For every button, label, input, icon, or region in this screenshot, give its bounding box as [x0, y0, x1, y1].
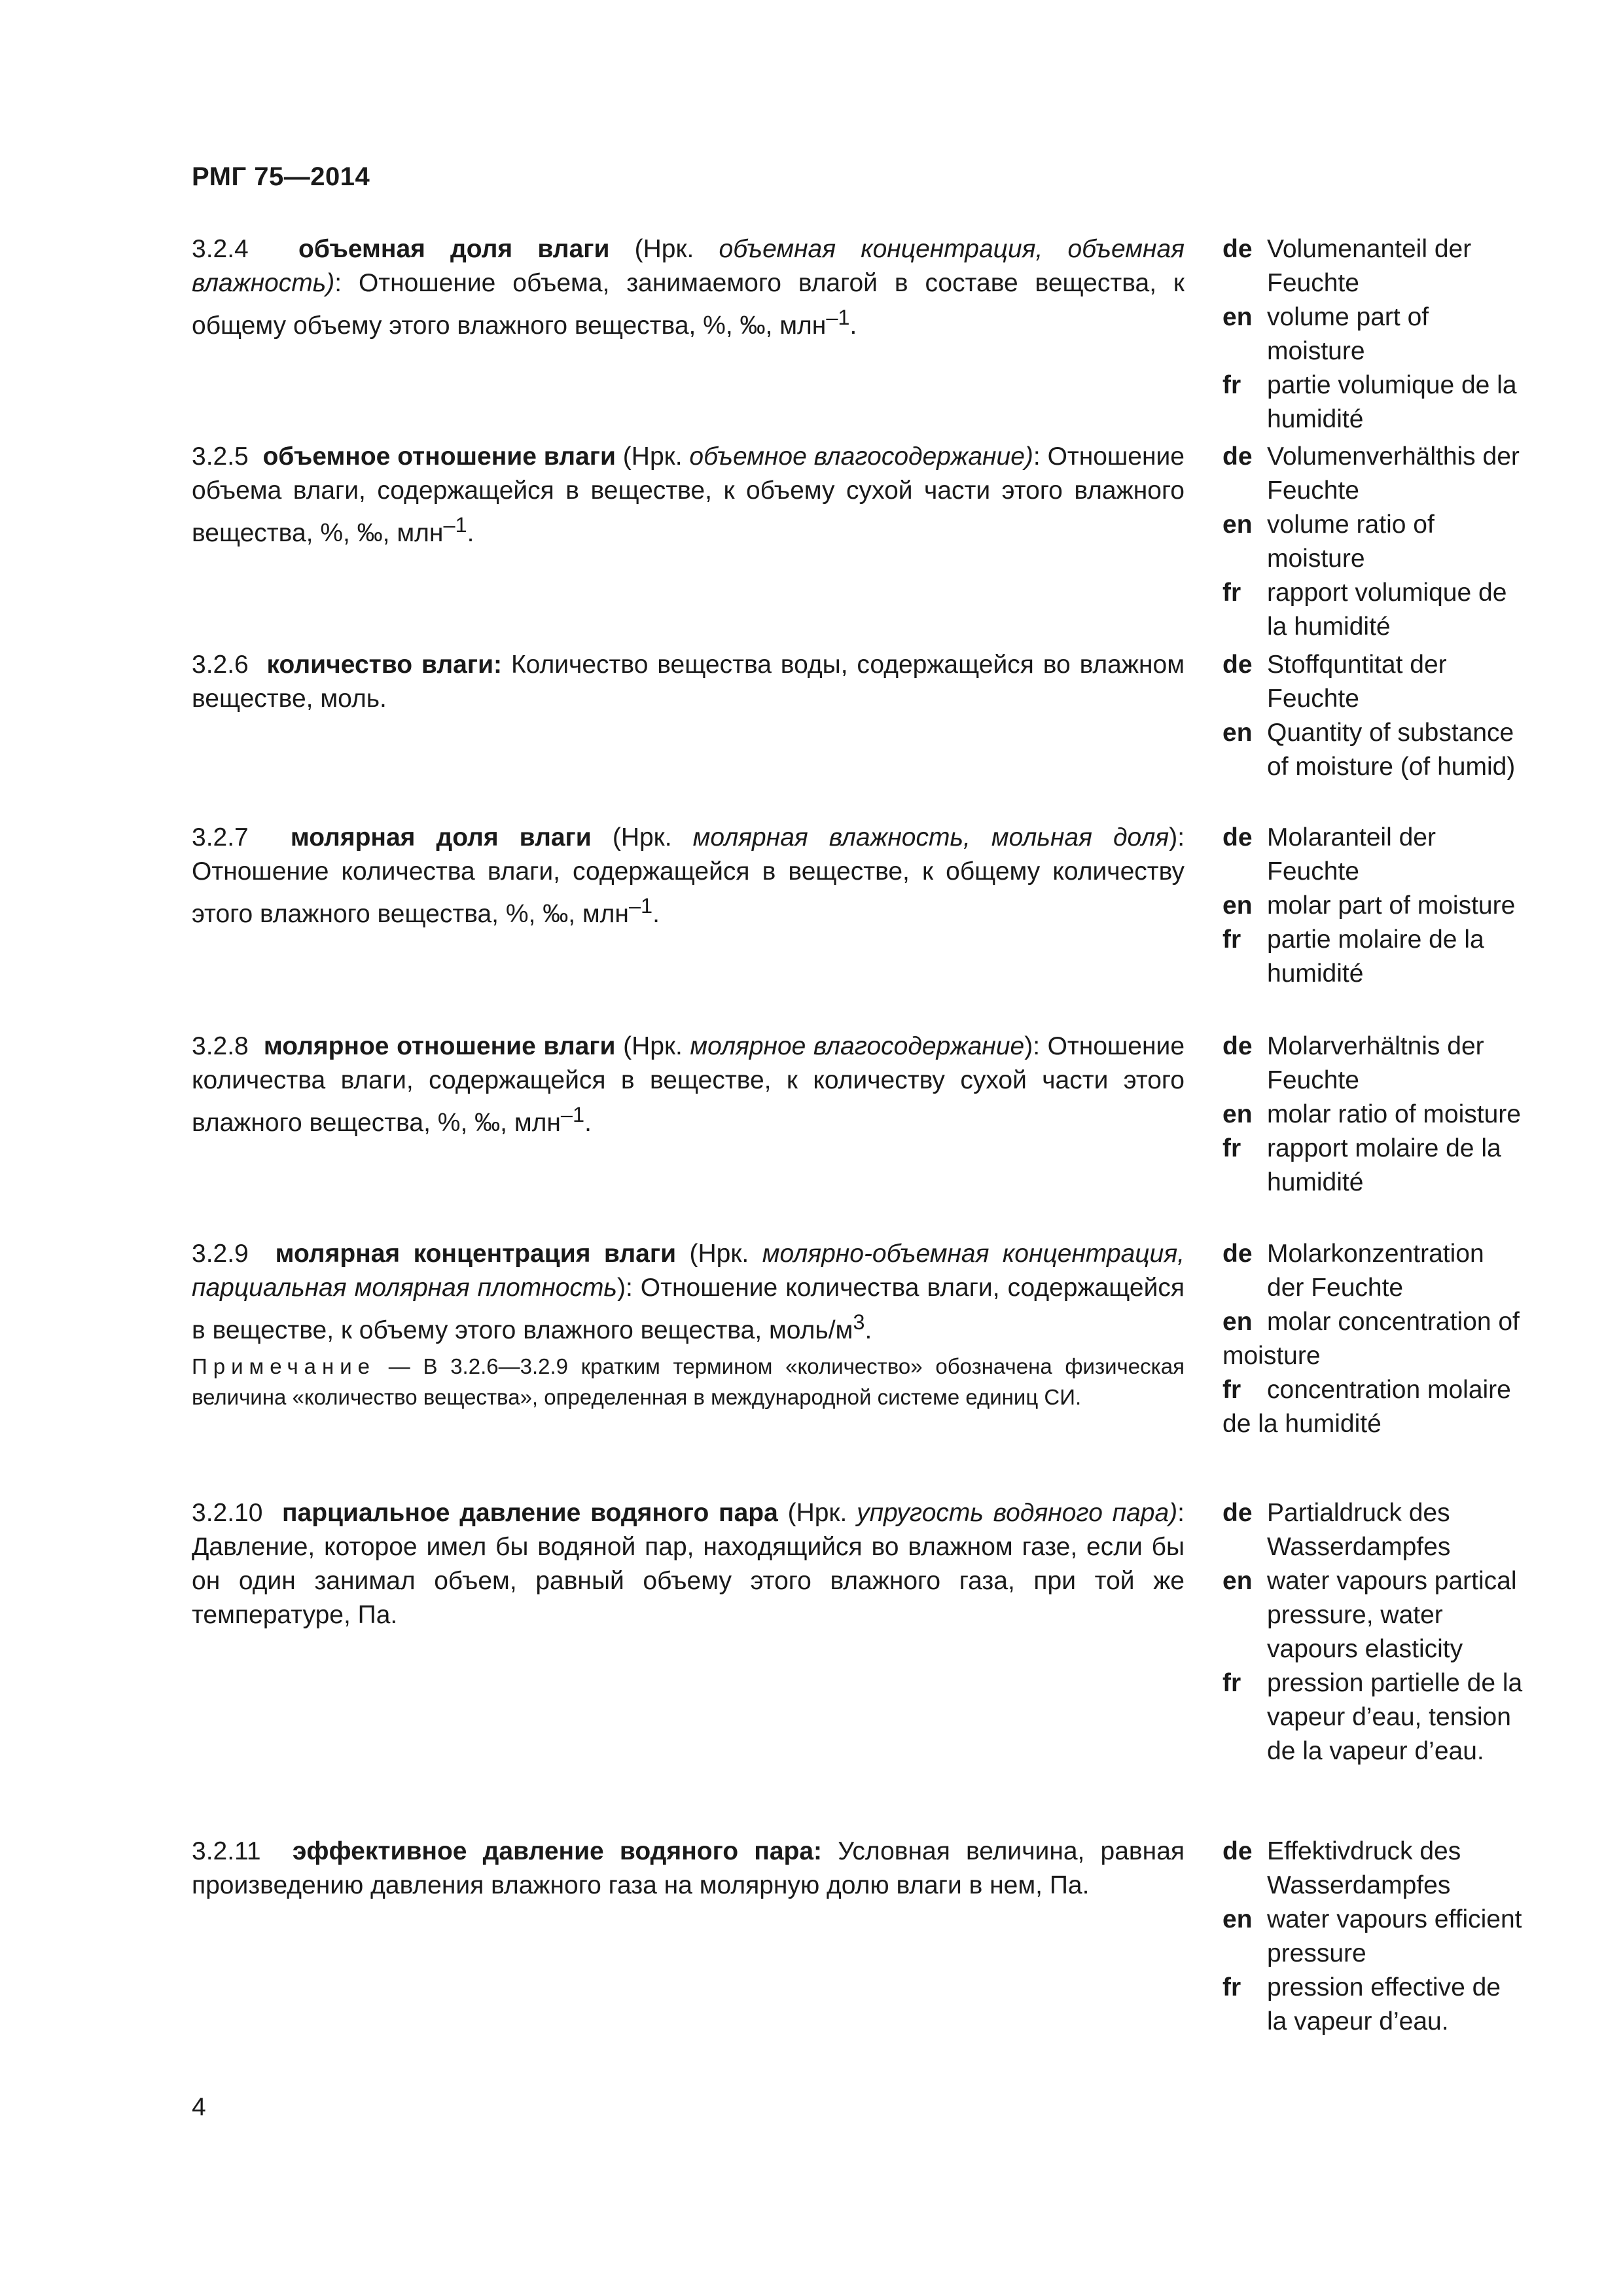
term-synonyms: объемное влагосодержание) — [689, 442, 1033, 471]
translation-fr: fr partie volumique de la humidité — [1222, 371, 1517, 433]
term-prefix: (Нрк. — [623, 1032, 690, 1060]
term-name: объемная доля влаги — [298, 235, 610, 263]
term-number: 3.2.10 — [192, 1499, 263, 1527]
translation-fr: fr concentration molaire de la humidité — [1222, 1376, 1511, 1438]
translations-3-2-10 — [1222, 1496, 1524, 1768]
term-entry-3-2-7: 3.2.7 молярная доля влаги (Нрк. молярная влажность, мольная доля): Отношение количества влаги, содержащейся в веществе, к общему количеству этого влажного вещества, %, ‰, млн$^{-1}$. — [192, 823, 1185, 928]
term-synonyms: объемная концентрация, объемная влажность) — [192, 235, 1185, 297]
translation-en: en molar concentration of moisture — [1222, 1308, 1520, 1370]
translations-3-2-9 — [1222, 1237, 1524, 1441]
term-entry-3-2-6 — [192, 648, 1185, 716]
translation-en: en volume ratio of moisture — [1222, 511, 1435, 573]
term-entry-3-2-9: 3.2.9 молярная концентрация влаги (Нрк. молярно-объемная концентрация, парциальная молярная плотность): Отношение количества влаги, содержащейся в веществе, к объему этого влажного вещества, моль/$м^3$. — [192, 1240, 1185, 1344]
translation-de: de Volumenanteil der Feuchte — [1222, 235, 1472, 297]
term-prefix: (Нрк. — [612, 823, 693, 852]
term-name: эффективное давление водяного пара: — [292, 1837, 823, 1865]
note-text: — В 3.2.6—3.2.9 кратким термином «количество» обозначена физическая величина «количество вещества», определенная в международной системе единиц СИ. — [192, 1354, 1185, 1409]
translation-fr: fr partie molaire de la humidité — [1222, 925, 1484, 988]
term-name: объемное отношение влаги — [262, 442, 616, 471]
term-number: 3.2.7 — [192, 823, 249, 852]
term-name: молярная концентрация влаги — [275, 1240, 677, 1268]
term-name: количество влаги: — [266, 651, 503, 679]
term-number: 3.2.11 — [192, 1837, 261, 1865]
term-number: 3.2.6 — [192, 651, 249, 679]
term-entry-3-2-10 — [192, 1496, 1185, 1632]
translation-en: en water vapours efficient pressure — [1222, 1905, 1522, 1967]
translation-de: de Molaranteil der Feuchte — [1222, 823, 1436, 886]
translation-de: de Volumenverhälthis der Feuchte — [1222, 442, 1520, 505]
term-prefix: (Нрк. — [689, 1240, 762, 1268]
translation-en: en molar ratio of moisture — [1222, 1100, 1521, 1128]
translation-de: de Effektivdruck des Wasserdampfes — [1222, 1837, 1461, 1899]
translation-de: de Partialdruck des Wasserdampfes — [1222, 1499, 1451, 1561]
term-entry-3-2-8: 3.2.8 молярное отношение влаги (Нрк. молярное влагосодержание): Отношение количества влаги, содержащейся в веществе, к количеству сухой части этого влажного вещества, %, ‰, млн$^{-1}$. — [192, 1032, 1185, 1137]
term-synonyms: упругость водяного пара) — [857, 1499, 1178, 1527]
translation-de: de Molarkonzentration der Feuchte — [1222, 1240, 1484, 1302]
translation-fr: fr rapport molaire de la humidité — [1222, 1134, 1501, 1196]
term-name: молярная доля влаги — [290, 823, 592, 852]
translations-3-2-7 — [1222, 821, 1524, 991]
term-synonyms: молярно-объемная концентрация, парциальная молярная плотность — [192, 1240, 1185, 1302]
unit-exponent: –1 — [560, 1103, 585, 1126]
term-definition: Условная величина, равная произведению давления влажного газа на молярную долю влаги в нем, Па. — [192, 1837, 1185, 1899]
term-number: 3.2.9 — [192, 1240, 249, 1268]
translation-en: en molar part of moisture — [1222, 891, 1516, 920]
term-entry-3-2-11 — [192, 1835, 1185, 1903]
term-definition: : Отношение объема влаги, содержащейся в веществе, к объему сухой части этого влажного вещества, %, ‰, млн — [192, 442, 1185, 547]
translations-3-2-8 — [1222, 1030, 1524, 1200]
term-number: 3.2.8 — [192, 1032, 249, 1060]
term-number: 3.2.4 — [192, 235, 249, 263]
term-entry-3-2-4: 3.2.4 объемная доля влаги (Нрк. объемная концентрация, объемная влажность): Отношение объема, занимаемого влагой в составе вещества, к общему объему этого влажного вещества, %, ‰, млн$^{-1}$. — [192, 235, 1185, 340]
translation-fr: fr pression effective de la vapeur d’eau. — [1222, 1973, 1501, 2036]
translation-de: de Molarverhältnis der Feuchte — [1222, 1032, 1484, 1094]
term-prefix: (Нрк. — [634, 235, 719, 263]
term-synonyms: молярная влажность, мольная доля — [692, 823, 1169, 852]
unit-exponent: –1 — [443, 513, 467, 537]
term-prefix: (Нрк. — [622, 442, 690, 471]
term-definition: ): Отношение количества влаги, содержащейся в веществе, к количеству сухой части этого влажного вещества, %, ‰, млн — [192, 1032, 1185, 1137]
translation-fr: fr rapport volumique de la humidité — [1222, 579, 1507, 641]
term-number: 3.2.5 — [192, 442, 249, 471]
translation-en: en Quantity of substance of moisture (of humid) — [1222, 719, 1516, 781]
translation-fr: fr pression partielle de la vapeur d’eau, tension de la vapeur d’eau. — [1222, 1669, 1523, 1765]
term-note-3-2-9 — [192, 1351, 1185, 1412]
translation-en: en volume part of moisture — [1222, 303, 1429, 365]
term-name: молярное отношение влаги — [263, 1032, 616, 1060]
term-definition: ): Отношение количества влаги, содержащейся в веществе, к общему количеству этого влажного вещества, %, ‰, млн — [192, 823, 1185, 928]
translations-3-2-11 — [1222, 1835, 1524, 2039]
page-number: 4 — [192, 2093, 206, 2121]
term-synonyms: молярное влагосодержание — [690, 1032, 1025, 1060]
unit-exponent: 3 — [853, 1310, 865, 1334]
term-definition: ): Отношение количества влаги, содержащейся в веществе, к объему этого влажного вещества, моль/м — [192, 1274, 1185, 1344]
term-definition: : Отношение объема, занимаемого влагой в составе вещества, к общему объему этого влажного вещества, %, ‰, млн — [192, 269, 1185, 340]
term-name: парциальное давление водяного пара — [281, 1499, 778, 1527]
translation-de: de Stoffquntitat der Feuchte — [1222, 651, 1447, 713]
unit-exponent: –1 — [628, 894, 653, 918]
term-definition: Количество вещества воды, содержащейся во влажном веществе, моль. — [192, 651, 1185, 713]
translations-3-2-4 — [1222, 232, 1524, 437]
term-entry-3-2-5: 3.2.5 объемное отношение влаги (Нрк. объемное влагосодержание): Отношение объема влаги, содержащейся в веществе, к объему сухой части этого влажного вещества, %, ‰, млн$^{-1}$. — [192, 442, 1185, 547]
unit-exponent: –1 — [826, 306, 850, 329]
translations-3-2-6 — [1222, 648, 1524, 784]
translation-en: en water vapours partical pressure, water vapours elasticity — [1222, 1567, 1517, 1663]
document-designation: РМГ 75—2014 — [192, 162, 370, 191]
term-definition: : Давление, которое имел бы водяной пар, находящийся во влажном газе, если бы он один занимал объем, равный объему этого влажного газа, при той же температуре, Па. — [192, 1499, 1185, 1629]
translations-3-2-5 — [1222, 440, 1524, 644]
term-prefix: (Нрк. — [787, 1499, 857, 1527]
note-label: Примечание — [192, 1354, 376, 1378]
